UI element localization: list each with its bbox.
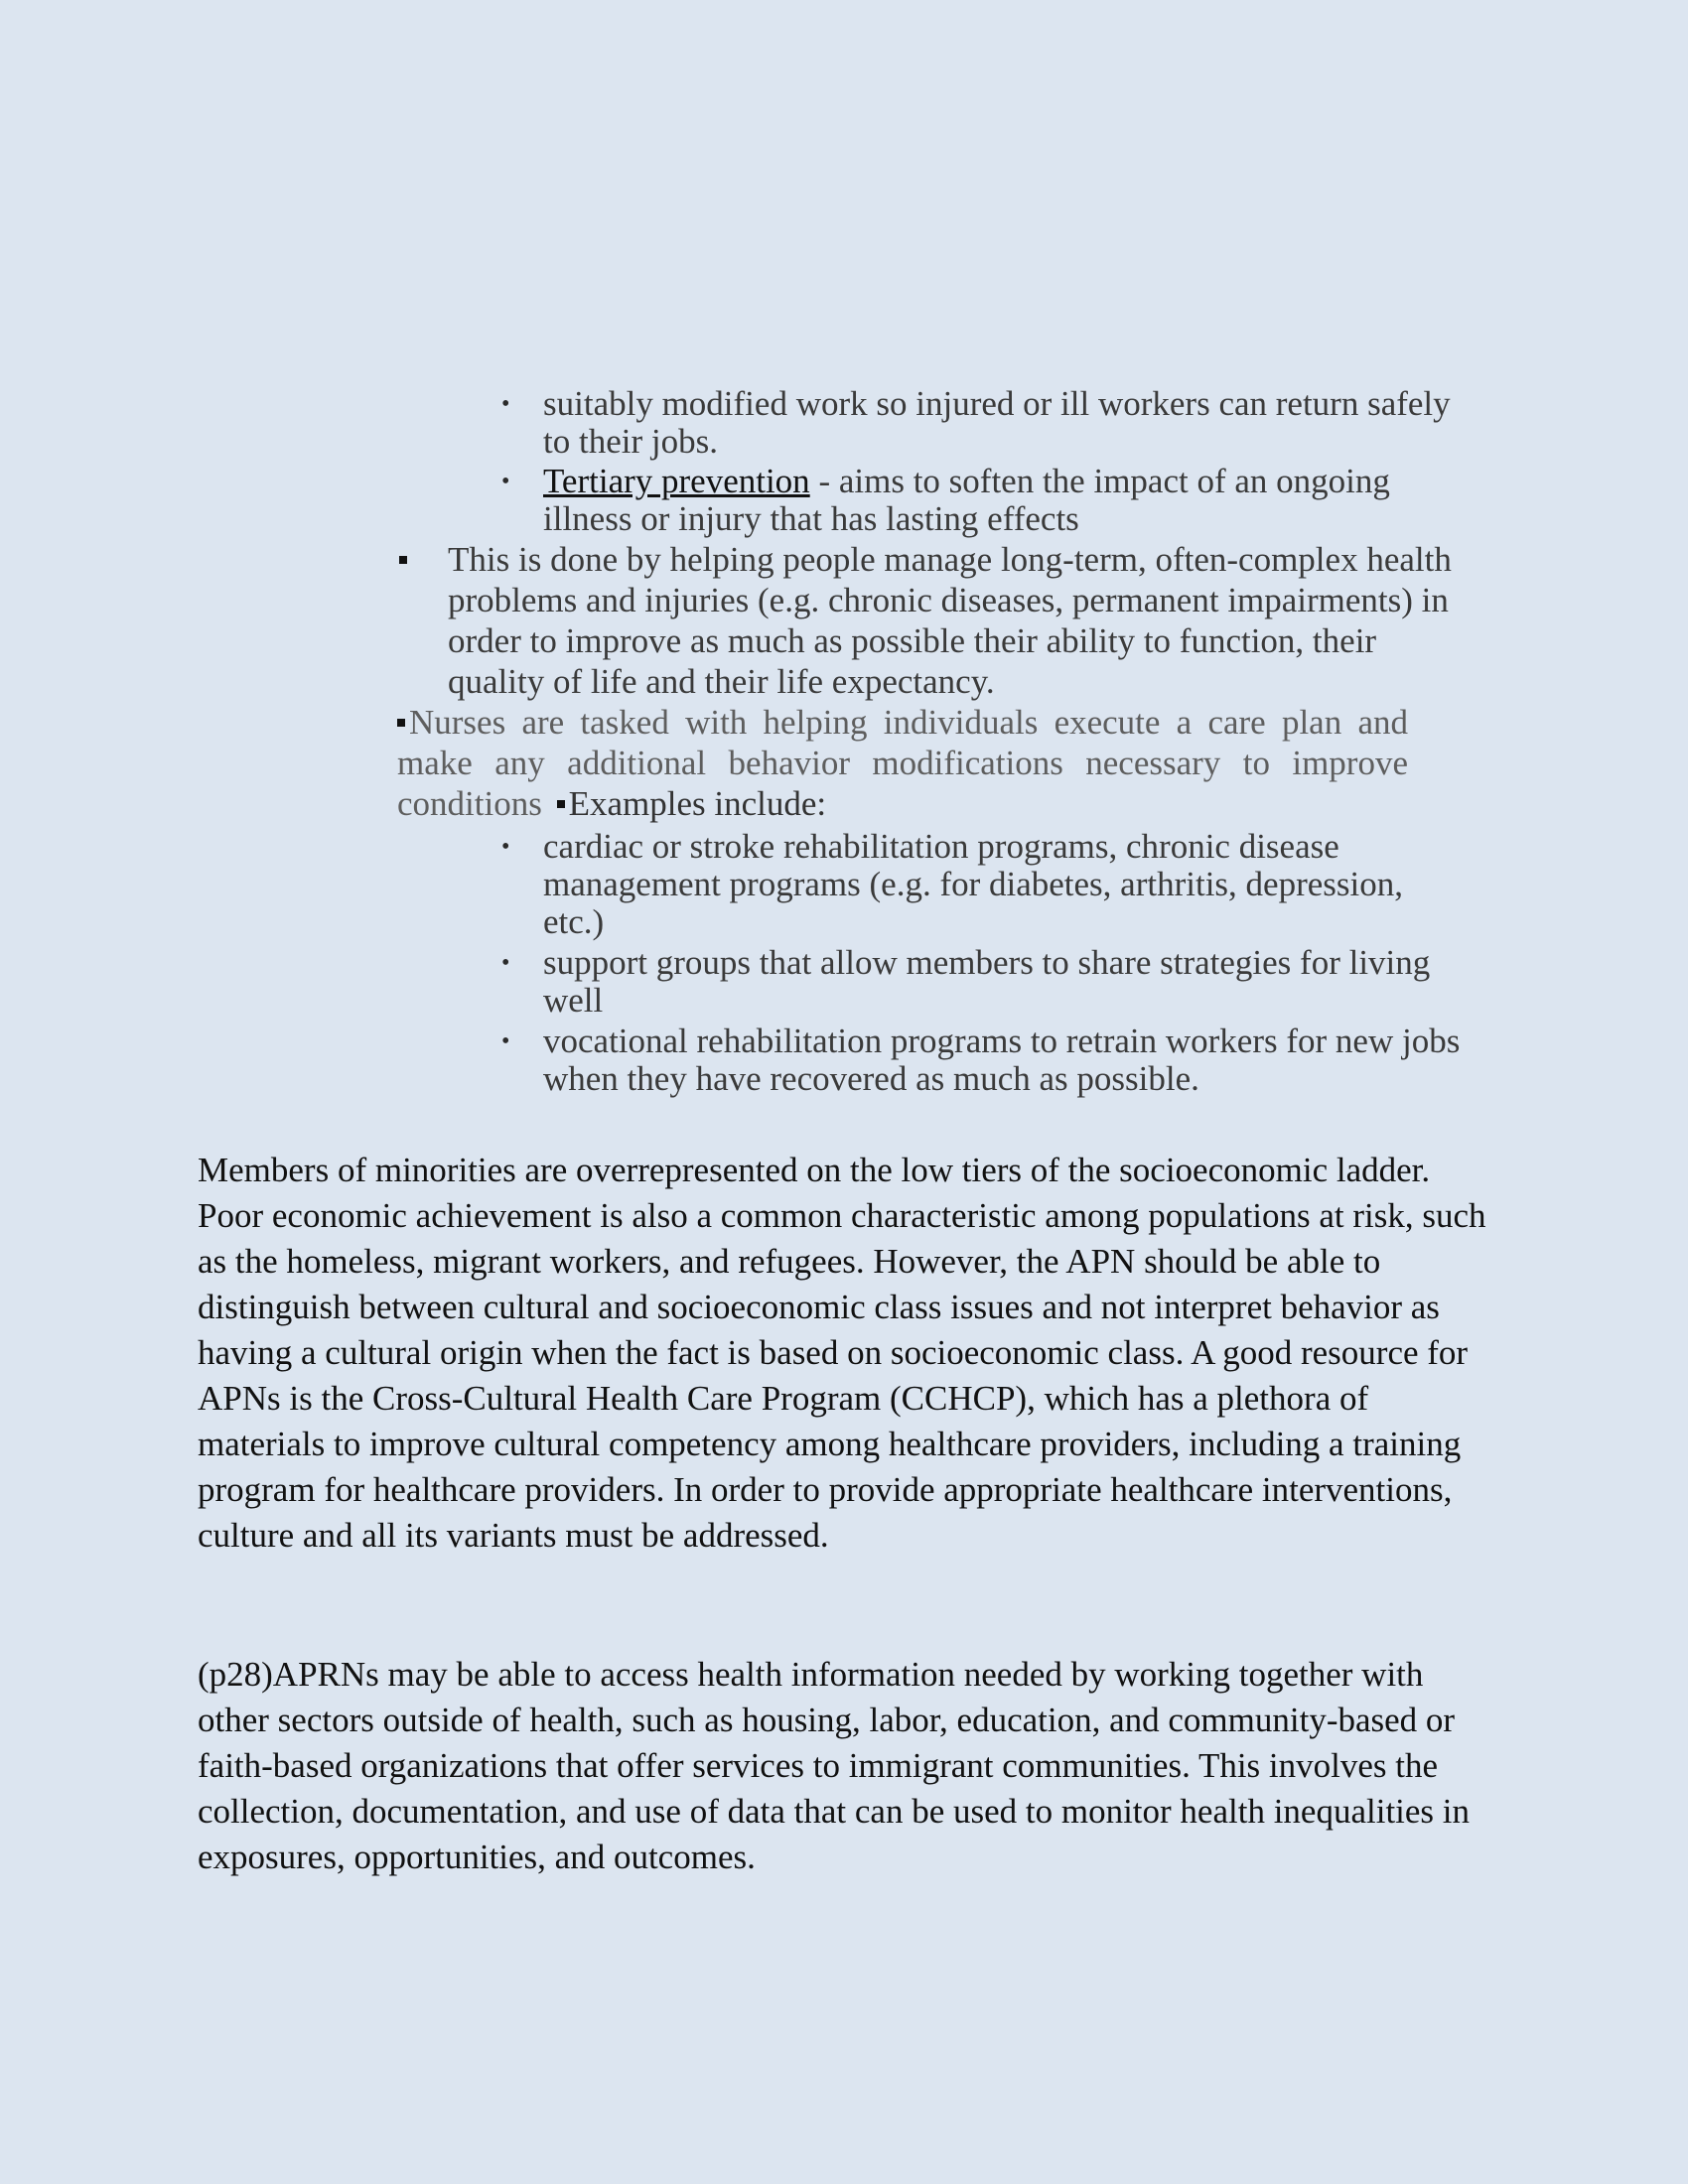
paragraph-text: (p28)APRNs may be able to access health information needed by working together with other sectors outside of health, such as housing, labor, education, and community-based or faith-based organizations that offer services to immigrant communities. This involves the collection, documentation, and use of data that can be used to monitor health inequalities in exposures, opportunities, and outcomes. — [198, 1655, 1471, 1876]
example-item — [501, 1022, 1467, 1098]
bullet-dot: • — [501, 834, 510, 860]
list-item-tertiary — [501, 462, 1477, 538]
square-bullet — [557, 800, 565, 808]
bullet-dot: • — [501, 1028, 510, 1054]
nurses-paragraph — [397, 702, 1408, 824]
bullet-dot: • — [501, 391, 510, 417]
example-item — [501, 943, 1467, 1020]
body-paragraph — [198, 1652, 1498, 1880]
example-text: support groups that allow members to share strategies for living well — [543, 943, 1431, 1020]
examples-label: Examples include: — [568, 784, 827, 823]
example-text: cardiac or stroke rehabilitation programs, chronic disease management programs (e.g. for diabetes, arthritis, depression, etc.) — [543, 827, 1403, 941]
nurses-text: Nurses are tasked with helping individuals execute a care plan and make any additional behavior modifications necessary to improve conditions — [397, 703, 1408, 823]
body-paragraph — [198, 1148, 1498, 1559]
bullet-dot: • — [501, 469, 510, 494]
example-text: vocational rehabilitation programs to retrain workers for new jobs when they have recovered as much as possible. — [543, 1022, 1461, 1098]
square-list-item — [448, 539, 1471, 702]
list-item-text: suitably modified work so injured or ill workers can return safely to their jobs. — [543, 384, 1451, 461]
example-item — [501, 827, 1467, 941]
square-bullet — [397, 719, 405, 727]
square-list-item-text: This is done by helping people manage long-term, often-complex health problems and injuries (e.g. chronic diseases, permanent impairments) in order to improve as much as possible their ability to function, their quality of life and their life expectancy. — [448, 540, 1452, 701]
list-item — [501, 384, 1477, 461]
bullet-dot: • — [501, 950, 510, 976]
list-item-text: - aims to soften the impact of an ongoing illness or injury that has lasting effects — [543, 462, 1390, 538]
paragraph-text: Members of minorities are overrepresented on the low tiers of the socioeconomic ladder. Poor economic achievement is also a common characteristic among populations at risk, such as the homeless, migrant workers, and refugees. However, the APN should be able to distinguish between cultural and socioeconomic class issues and not interpret behavior as having a cultural origin when the fact is based on socioeconomic class. A good resource for APNs is the Cross-Cultural Health Care Program (CCHCP), which has a plethora of materials to improve cultural competency among healthcare providers, including a training program for healthcare providers. In order to provide appropriate healthcare interventions, culture and all its variants must be addressed. — [198, 1151, 1486, 1555]
tertiary-prevention-term: Tertiary prevention — [543, 462, 810, 500]
square-bullet — [399, 556, 407, 564]
